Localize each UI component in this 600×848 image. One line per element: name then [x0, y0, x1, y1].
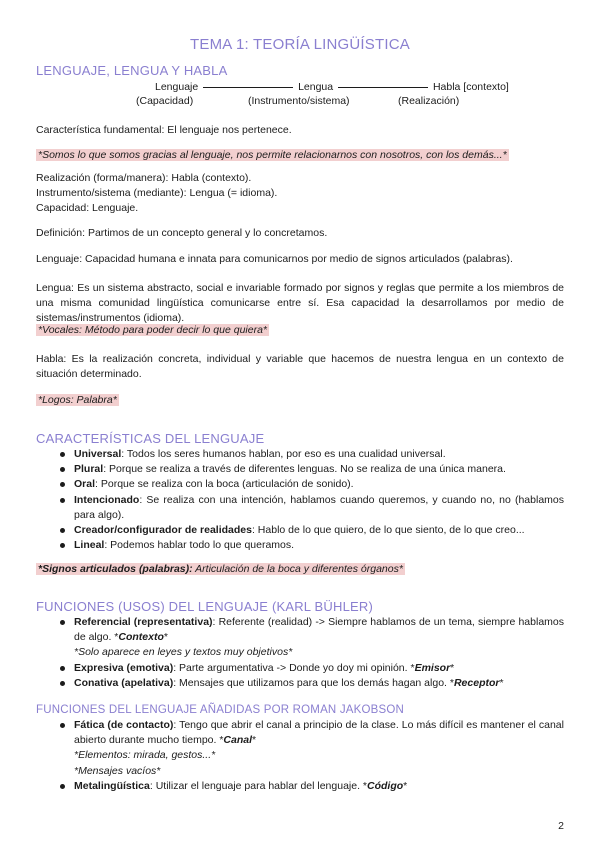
list-item: Lineal: Podemos hablar todo lo que queramos.	[58, 538, 564, 553]
definicion-paragraph: Definición: Partimos de un concepto general y lo concretamos.	[36, 227, 328, 239]
highlight-vocales: *Vocales: Método para poder decir lo que quiera*	[38, 324, 268, 336]
list-item: Universal: Todos los seres humanos hablan, por eso es una cualidad universal.	[58, 447, 564, 462]
highlight-logos: *Logos: Palabra*	[38, 394, 117, 406]
list-item: Expresiva (emotiva): Parte argumentativa -> Donde yo doy mi opinión. *Emisor*	[58, 661, 564, 676]
quote-paragraph	[36, 148, 564, 163]
lengua-paragraph: Lengua: Es un sistema abstracto, social e invariable formado por signos y reglas que permite a los miembros de una misma comunidad lingüística comunicarse entre sí. Esa capacidad la desarrollamos por medio de sistemas/instrumentos (idioma).	[36, 282, 564, 325]
scheme-connector	[203, 87, 293, 88]
scheme-term-lenguaje: Lenguaje	[155, 81, 199, 93]
list-item: Fática (de contacto): Tengo que abrir el canal a principio de la clase. Lo más difícil es mantener el canal abierto durante mucho tiempo. *Canal* *Elementos: mirada, gestos...* *Mensajes vacíos*	[58, 718, 564, 779]
section-heading-lenguaje: LENGUAJE, LENGUA Y HABLA	[36, 63, 228, 78]
highlight-signos: *Signos articulados (palabras): Articulación de la boca y diferentes órganos*	[38, 563, 403, 575]
scheme-sub-capacidad: (Capacidad)	[136, 95, 194, 107]
section-heading-funciones-jakobson: FUNCIONES DEL LENGUAJE AÑADIDAS POR ROMAN JAKOBSON	[36, 704, 405, 716]
list-item: Creador/configurador de realidades: Hablo de lo que quiero, de lo que siento, de lo que creo...	[58, 523, 564, 538]
scheme-connector	[338, 87, 428, 88]
list-item: Referencial (representativa): Referente (realidad) -> Siempre hablamos de un tema, siempre hablamos de algo. *Contexto* *Solo aparece en leyes y textos muy objetivos*	[58, 615, 564, 661]
form-line: Instrumento/sistema (mediante): Lengua (= idioma).	[36, 187, 278, 200]
highlight-quote: *Somos lo que somos gracias al lenguaje, nos permite relacionarnos con nosotros, con los demás...*	[38, 149, 507, 161]
logos-paragraph	[36, 393, 564, 408]
forms-paragraph	[36, 171, 564, 217]
habla-paragraph: Habla: Es la realización concreta, individual y variable que hacemos de nuestra lengua en un contexto de situación determinado.	[36, 353, 564, 381]
scheme-sub-instrumento: (Instrumento/sistema)	[248, 95, 350, 107]
document-title: TEMA 1: TEORÍA LINGÜÍSTICA	[190, 36, 410, 53]
list-item: Intencionado: Se realiza con una intención, hablamos cuando queremos, y cuando no, no (hablamos para algo).	[58, 493, 564, 523]
form-line: Capacidad: Lenguaje.	[36, 202, 139, 215]
lenguaje-paragraph: Lenguaje: Capacidad humana e innata para comunicarnos por medio de signos articulados (palabras).	[36, 253, 513, 265]
vocales-paragraph	[36, 323, 564, 338]
list-item: Oral: Porque se realiza con la boca (articulación de sonido).	[58, 477, 564, 492]
section-heading-caracteristicas: CARACTERÍSTICAS DEL LENGUAJE	[36, 431, 265, 446]
caracteristicas-list	[58, 447, 564, 554]
list-item: Conativa (apelativa): Mensajes que utilizamos para que los demás hagan algo. *Receptor*	[58, 676, 564, 691]
list-item: Plural: Porque se realiza a través de diferentes lenguas. No se realiza de una única manera.	[58, 462, 564, 477]
fundamental-paragraph: Característica fundamental: El lenguaje nos pertenece.	[36, 124, 292, 136]
sub-note: *Elementos: mirada, gestos...*	[74, 749, 216, 762]
signos-paragraph	[36, 562, 564, 577]
funciones-jakobson-list	[58, 718, 564, 794]
section-heading-funciones-buhler: FUNCIONES (USOS) DEL LENGUAJE (KARL BÜHLER)	[36, 599, 374, 614]
scheme-term-lengua: Lengua	[298, 81, 334, 93]
form-line: Realización (forma/manera): Habla (contexto).	[36, 172, 252, 184]
sub-note: *Mensajes vacíos*	[74, 764, 161, 777]
scheme-term-habla: Habla [contexto]	[432, 81, 509, 93]
list-item: Metalingüística: Utilizar el lenguaje para hablar del lenguaje. *Código*	[58, 779, 564, 794]
page-number: 2	[558, 819, 564, 832]
funciones-buhler-list	[58, 615, 564, 691]
sub-note: *Solo aparece en leyes y textos muy objetivos*	[74, 646, 293, 659]
scheme-sub-realizacion: (Realización)	[398, 95, 460, 107]
